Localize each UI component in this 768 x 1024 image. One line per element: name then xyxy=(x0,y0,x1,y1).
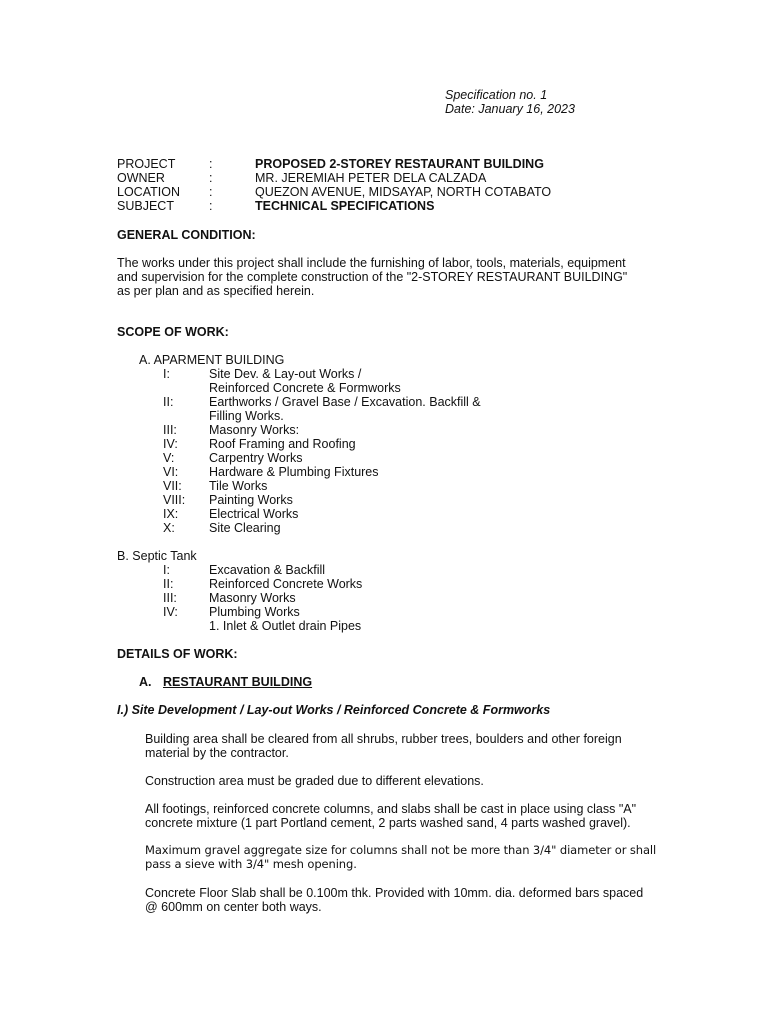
list-item xyxy=(163,395,583,409)
details-sub-title: RESTAURANT BUILDING xyxy=(163,675,313,689)
item-text: Tile Works xyxy=(209,479,268,493)
field-value-location: QUEZON AVENUE, MIDSAYAP, NORTH COTABATO xyxy=(255,185,552,199)
field-label-project: PROJECT xyxy=(117,157,176,171)
item-text: Excavation & Backfill xyxy=(209,563,326,577)
scope-of-work-heading: SCOPE OF WORK: xyxy=(117,325,229,339)
item-text: Filling Works. xyxy=(209,409,284,423)
item-numeral: IX: xyxy=(163,507,179,521)
list-item xyxy=(163,619,583,633)
item-numeral: III: xyxy=(163,423,177,437)
item-numeral: I: xyxy=(163,367,170,381)
details-paragraph-line: material by the contractor. xyxy=(145,746,289,760)
specification-date: Date: January 16, 2023 xyxy=(445,102,575,116)
item-numeral: IV: xyxy=(163,605,178,619)
list-item xyxy=(163,577,583,591)
list-item xyxy=(163,507,583,521)
list-item xyxy=(163,591,583,605)
item-text: 1. Inlet & Outlet drain Pipes xyxy=(209,619,362,633)
item-numeral: I: xyxy=(163,563,170,577)
details-paragraph-line: Construction area must be graded due to different elevations. xyxy=(145,774,484,788)
scope-section-a-list xyxy=(163,367,583,535)
item-numeral: II: xyxy=(163,395,174,409)
list-item xyxy=(163,479,583,493)
list-item xyxy=(163,521,583,535)
item-text: Electrical Works xyxy=(209,507,299,521)
details-paragraph-line: Concrete Floor Slab shall be 0.100m thk. Provided with 10mm. dia. deformed bars spaced xyxy=(145,886,644,900)
field-separator: : xyxy=(209,171,213,185)
details-of-work-heading: DETAILS OF WORK: xyxy=(117,647,238,661)
scope-section-a-title: A. APARMENT BUILDING xyxy=(139,353,285,367)
general-condition-line: The works under this project shall include the furnishing of labor, tools, materials, equipment xyxy=(117,256,626,270)
item-text: Hardware & Plumbing Fixtures xyxy=(209,465,379,479)
item-numeral: VI: xyxy=(163,465,179,479)
item-text: Reinforced Concrete & Formworks xyxy=(209,381,401,395)
general-condition-heading: GENERAL CONDITION: xyxy=(117,228,256,242)
details-paragraph-line: pass a sieve with 3/4" mesh opening. xyxy=(145,857,357,871)
general-condition-line: as per plan and as specified herein. xyxy=(117,284,315,298)
field-label-subject: SUBJECT xyxy=(117,199,174,213)
list-item xyxy=(163,423,583,437)
item-numeral: X: xyxy=(163,521,175,535)
specification-number: Specification no. 1 xyxy=(445,88,548,102)
item-text: Masonry Works: xyxy=(209,423,300,437)
item-text: Plumbing Works xyxy=(209,605,300,619)
list-item xyxy=(163,605,583,619)
scope-section-b-list xyxy=(163,563,583,633)
item-text: Masonry Works xyxy=(209,591,296,605)
details-section-title: I.) Site Development / Lay-out Works / Reinforced Concrete & Formworks xyxy=(117,703,551,717)
scope-section-b-title: B. Septic Tank xyxy=(117,549,197,563)
general-condition-line: and supervision for the complete construction of the "2-STOREY RESTAURANT BUILDING" xyxy=(117,270,628,284)
item-numeral: II: xyxy=(163,577,174,591)
item-numeral: V: xyxy=(163,451,175,465)
field-value-subject: TECHNICAL SPECIFICATIONS xyxy=(255,199,435,213)
details-sub-letter: A. xyxy=(139,675,152,689)
list-item xyxy=(163,451,583,465)
details-paragraph-line: All footings, reinforced concrete columns, and slabs shall be cast in place using class "A" xyxy=(145,802,637,816)
list-item xyxy=(163,465,583,479)
item-numeral: IV: xyxy=(163,437,178,451)
list-item xyxy=(163,493,583,507)
list-item xyxy=(163,437,583,451)
item-numeral: III: xyxy=(163,591,177,605)
item-numeral: VII: xyxy=(163,479,182,493)
item-text: Site Dev. & Lay-out Works / xyxy=(209,367,362,381)
details-paragraph-line: Building area shall be cleared from all shrubs, rubber trees, boulders and other foreign xyxy=(145,732,622,746)
field-value-owner: MR. JEREMIAH PETER DELA CALZADA xyxy=(255,171,487,185)
field-separator: : xyxy=(209,157,213,171)
field-value-project: PROPOSED 2-STOREY RESTAURANT BUILDING xyxy=(255,157,544,171)
field-label-owner: OWNER xyxy=(117,171,165,185)
field-separator: : xyxy=(209,199,213,213)
item-text: Earthworks / Gravel Base / Excavation. Backfill & xyxy=(209,395,481,409)
field-label-location: LOCATION xyxy=(117,185,180,199)
field-separator: : xyxy=(209,185,213,199)
item-text: Site Clearing xyxy=(209,521,281,535)
details-paragraph-line: concrete mixture (1 part Portland cement, 2 parts washed sand, 4 parts washed gravel). xyxy=(145,816,631,830)
list-item xyxy=(163,381,583,395)
list-item xyxy=(163,409,583,423)
details-paragraph-line: Maximum gravel aggregate size for columns shall not be more than 3/4" diameter or shall xyxy=(145,843,657,857)
item-numeral: VIII: xyxy=(163,493,186,507)
item-text: Roof Framing and Roofing xyxy=(209,437,356,451)
item-text: Reinforced Concrete Works xyxy=(209,577,363,591)
item-text: Carpentry Works xyxy=(209,451,303,465)
details-paragraph-line: @ 600mm on center both ways. xyxy=(145,900,322,914)
item-text: Painting Works xyxy=(209,493,293,507)
list-item xyxy=(163,563,583,577)
list-item xyxy=(163,367,583,381)
